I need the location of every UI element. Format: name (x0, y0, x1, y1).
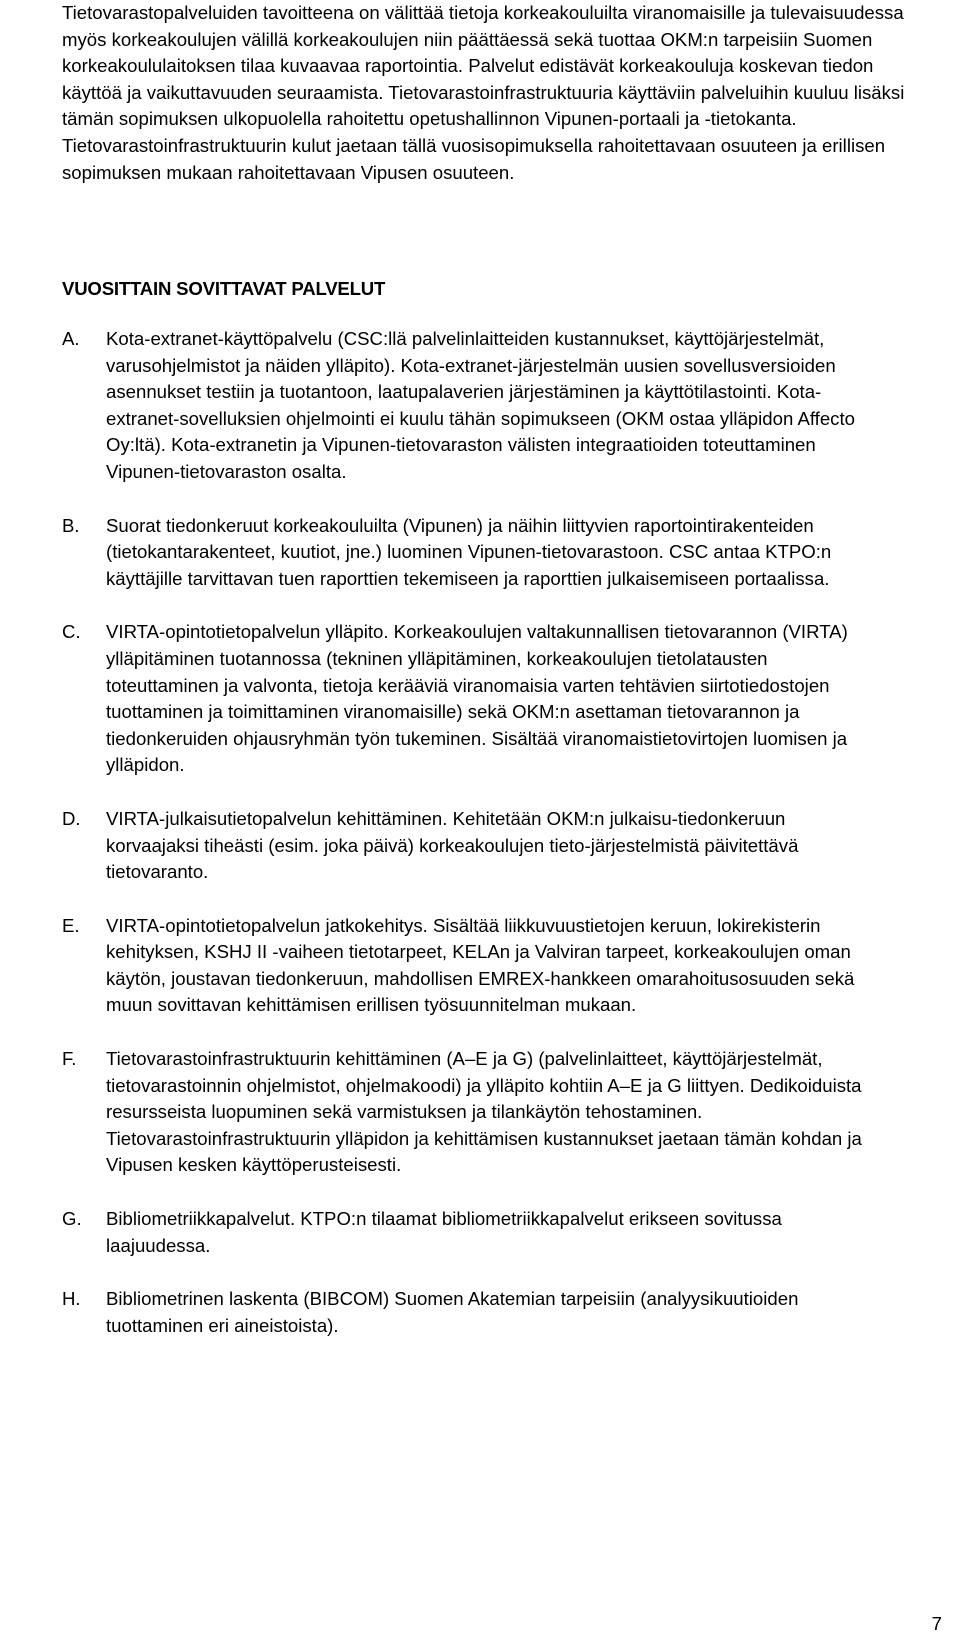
list-item-b (62, 513, 870, 593)
service-list (62, 326, 870, 1366)
list-marker: E. (62, 914, 80, 936)
page-number: 7 (931, 1613, 942, 1634)
list-item-text: VIRTA-opintotietopalvelun ylläpito. Korkeakoulujen valtakunnallisen tietovarannon (VIRTA) ylläpitäminen tuotannossa (tekninen ylläpitäminen, korkeakoulujen tietolatausten toteuttaminen ja valvonta, tietoja kerääviä viranomaisia varten tehtävien siirtotiedostojen tuottaminen ja toimittaminen viranomaisille) sekä OKM:n asettaman tietovarannon ja tiedonkeruiden ohjausryhmän työn tukeminen. Sisältää viranomaistietovirtojen luomisen ja ylläpidon. (106, 621, 848, 776)
list-item-text: Kota-extranet-käyttöpalvelu (CSC:llä palvelinlaitteiden kustannukset, käyttöjärjestelmät, varusohjelmistot ja näiden ylläpito). Kota-extranet-järjestelmän uusien sovellusversioiden asennukset testiin ja tuotantoon, laatupalaverien järjestäminen ja käyttötilastointi. Kota-extranet-sovelluksien ohjelmointi ei kuulu tähän sopimukseen (OKM ostaa ylläpidon Affecto Oy:ltä). Kota-extranetin ja Vipunen-tietovaraston välisten integraatioiden toteuttaminen Vipunen-tietovaraston osalta. (106, 328, 855, 482)
list-item-f (62, 1046, 870, 1179)
document-page (62, 0, 922, 299)
list-item-a (62, 326, 870, 486)
list-item-c (62, 619, 870, 779)
intro-paragraph: Tietovarastopalveluiden tavoitteena on välittää tietoja korkeakouluilta viranomaisille ja tulevaisuudessa myös korkeakoulujen välillä korkeakoulujen niin päättäessä sekä tuottaa OKM:n tarpeisiin Suomen korkeakoululaitoksen tilaa kuvaavaa raportointia. Palvelut edistävät korkeakouluja koskevan tiedon käyttöä ja vaikuttavuuden seuraamista. Tietovarastoinfrastruktuuria käyttäviin palveluihin kuuluu lisäksi tämän sopimuksen ulkopuolella rahoitettu opetushallinnon Vipunen-portaali ja -tietokanta. Tietovarastoinfrastruktuurin kulut jaetaan tällä vuosisopimuksella rahoitettavaan osuuteen ja erillisen sopimuksen mukaan rahoitettavaan Vipusen osuuteen. (62, 2, 905, 183)
list-marker: C. (62, 621, 81, 643)
list-item-e (62, 913, 870, 1019)
list-item-text: Tietovarastoinfrastruktuurin kehittäminen (A–E ja G) (palvelinlaitteet, käyttöjärjestelmät, tietovarastoinnin ohjelmistot, ohjelmakoodi) ja ylläpito kohtiin A–E ja G liittyen. Dedikoiduista resursseista luopuminen sekä varmistuksen ja tilankäytön tehostaminen. Tietovarastoinfrastruktuurin ylläpidon ja kehittämisen kustannukset jaetaan tämän kohdan ja Vipusen kesken käyttöperusteisesti. (106, 1048, 862, 1176)
list-marker: F. (62, 1048, 77, 1070)
list-item-text: Suorat tiedonkeruut korkeakouluilta (Vipunen) ja näihin liittyvien raportointirakenteiden (tietokantarakenteet, kuutiot, jne.) luominen Vipunen-tietovarastoon. CSC antaa KTPO:n käyttäjille tarvittavan tuen raporttien tekemiseen ja raporttien julkaisemiseen portaalissa. (106, 514, 832, 589)
list-item-text: Bibliometrinen laskenta (BIBCOM) Suomen Akatemian tarpeisiin (analyysikuutioiden tuottaminen eri aineistoista). (106, 1288, 799, 1336)
section-heading: VUOSITTAIN SOVITTAVAT PALVELUT (62, 278, 386, 299)
list-marker: H. (62, 1288, 81, 1310)
list-item-text: Bibliometriikkapalvelut. KTPO:n tilaamat bibliometriikkapalvelut erikseen sovitussa laajuudessa. (106, 1208, 782, 1256)
list-item-h (62, 1286, 870, 1339)
list-marker: G. (62, 1208, 82, 1230)
list-marker: B. (62, 514, 80, 536)
list-marker: D. (62, 807, 81, 829)
list-item-text: VIRTA-opintotietopalvelun jatkokehitys. Sisältää liikkuvuustietojen keruun, lokirekisterin kehityksen, KSHJ II -vaiheen tietotarpeet, KELAn ja Valviran tarpeet, korkeakoulujen oman käytön, joustavan tiedonkeruun, mahdollisen EMREX-hankkeen omarahoitusosuuden sekä muun sovittavan kehittämisen erillisen työsuunnitelman mukaan. (106, 914, 855, 1016)
list-item-d (62, 806, 870, 886)
list-item-g (62, 1206, 870, 1259)
list-item-text: VIRTA-julkaisutietopalvelun kehittäminen. Kehitetään OKM:n julkaisu-tiedonkeruun korvaajaksi tiheästi (esim. joka päivä) korkeakoulujen tieto-järjestelmistä päivitettävä tietovaranto. (106, 807, 799, 883)
list-marker: A. (62, 328, 80, 349)
